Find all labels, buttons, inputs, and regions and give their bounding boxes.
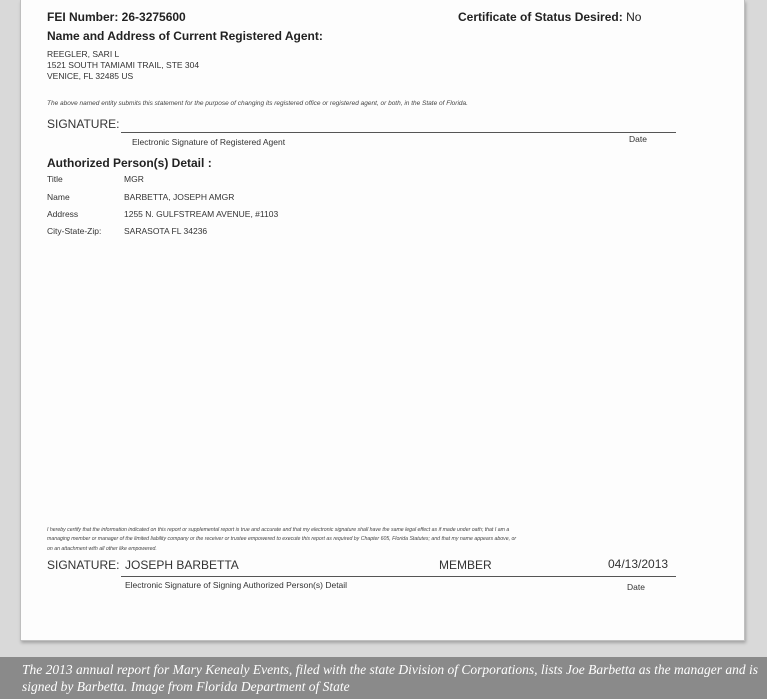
- final-signature-name: JOSEPH BARBETTA: [125, 558, 239, 572]
- detail-label-address: Address: [47, 209, 79, 219]
- image-caption: The 2013 annual report for Mary Kenealy Events, filed with the state Division of Corporations, lists Joe Barbetta as the manager and is signed by Barbetta. Image from Florida Department of State: [22, 662, 758, 694]
- certification-line: managing member or manager of the limited liability company or the receiver or trustee empowered to execute this report as required by Chapter 605, Florida Statutes; and that my name appears above, or: [47, 536, 517, 542]
- registered-agent-heading: Name and Address of Current Registered Agent:: [47, 29, 323, 43]
- final-signature-date-label: Date: [627, 582, 645, 592]
- final-signature-caption: Electronic Signature of Signing Authorized Person(s) Detail: [125, 580, 348, 590]
- final-signature-line: [121, 576, 676, 577]
- agent-name: REEGLER, SARI L: [47, 49, 120, 59]
- detail-value-address: 1255 N. GULFSTREAM AVENUE, #1103: [124, 209, 279, 219]
- certificate-status: [458, 10, 641, 24]
- agent-signature-caption: Electronic Signature of Registered Agent: [132, 137, 286, 147]
- document-page: [20, 0, 745, 641]
- detail-label-title: Title: [47, 174, 63, 184]
- detail-value-name: BARBETTA, JOSEPH AMGR: [124, 192, 235, 202]
- detail-label-city-state-zip: City-State-Zip:: [47, 226, 102, 236]
- agent-city: VENICE, FL 32485 US: [47, 71, 134, 81]
- image-caption-bar: [0, 657, 767, 699]
- certificate-status-label: Certificate of Status Desired:: [458, 10, 623, 24]
- agent-signature-line: [121, 132, 676, 133]
- detail-label-name: Name: [47, 192, 70, 202]
- authorized-person-heading: Authorized Person(s) Detail :: [47, 156, 212, 170]
- detail-value-city-state-zip: SARASOTA FL 34236: [124, 226, 208, 236]
- certification-line: I hereby certify that the information indicated on this report or supplemental report is true and accurate and that my electronic signature shall have the same legal effect as if made under oath; that I am a: [47, 527, 510, 533]
- final-signature-label: SIGNATURE:: [47, 558, 120, 572]
- final-signature-date: 04/13/2013: [608, 557, 669, 571]
- agent-signature-date-label: Date: [629, 134, 647, 144]
- certificate-status-value: No: [626, 10, 642, 24]
- detail-value-title: MGR: [124, 174, 144, 184]
- certification-line: on an attachment with all other like empowered.: [47, 546, 157, 552]
- agent-street: 1521 SOUTH TAMIAMI TRAIL, STE 304: [47, 60, 200, 70]
- purpose-statement: The above named entity submits this statement for the purpose of changing its registered office or registered agent, or both, in the State of Florida.: [47, 100, 468, 107]
- final-signature-title: MEMBER: [439, 558, 492, 572]
- fei-number: FEI Number: 26-3275600: [47, 10, 186, 24]
- agent-signature-label: SIGNATURE:: [47, 117, 120, 131]
